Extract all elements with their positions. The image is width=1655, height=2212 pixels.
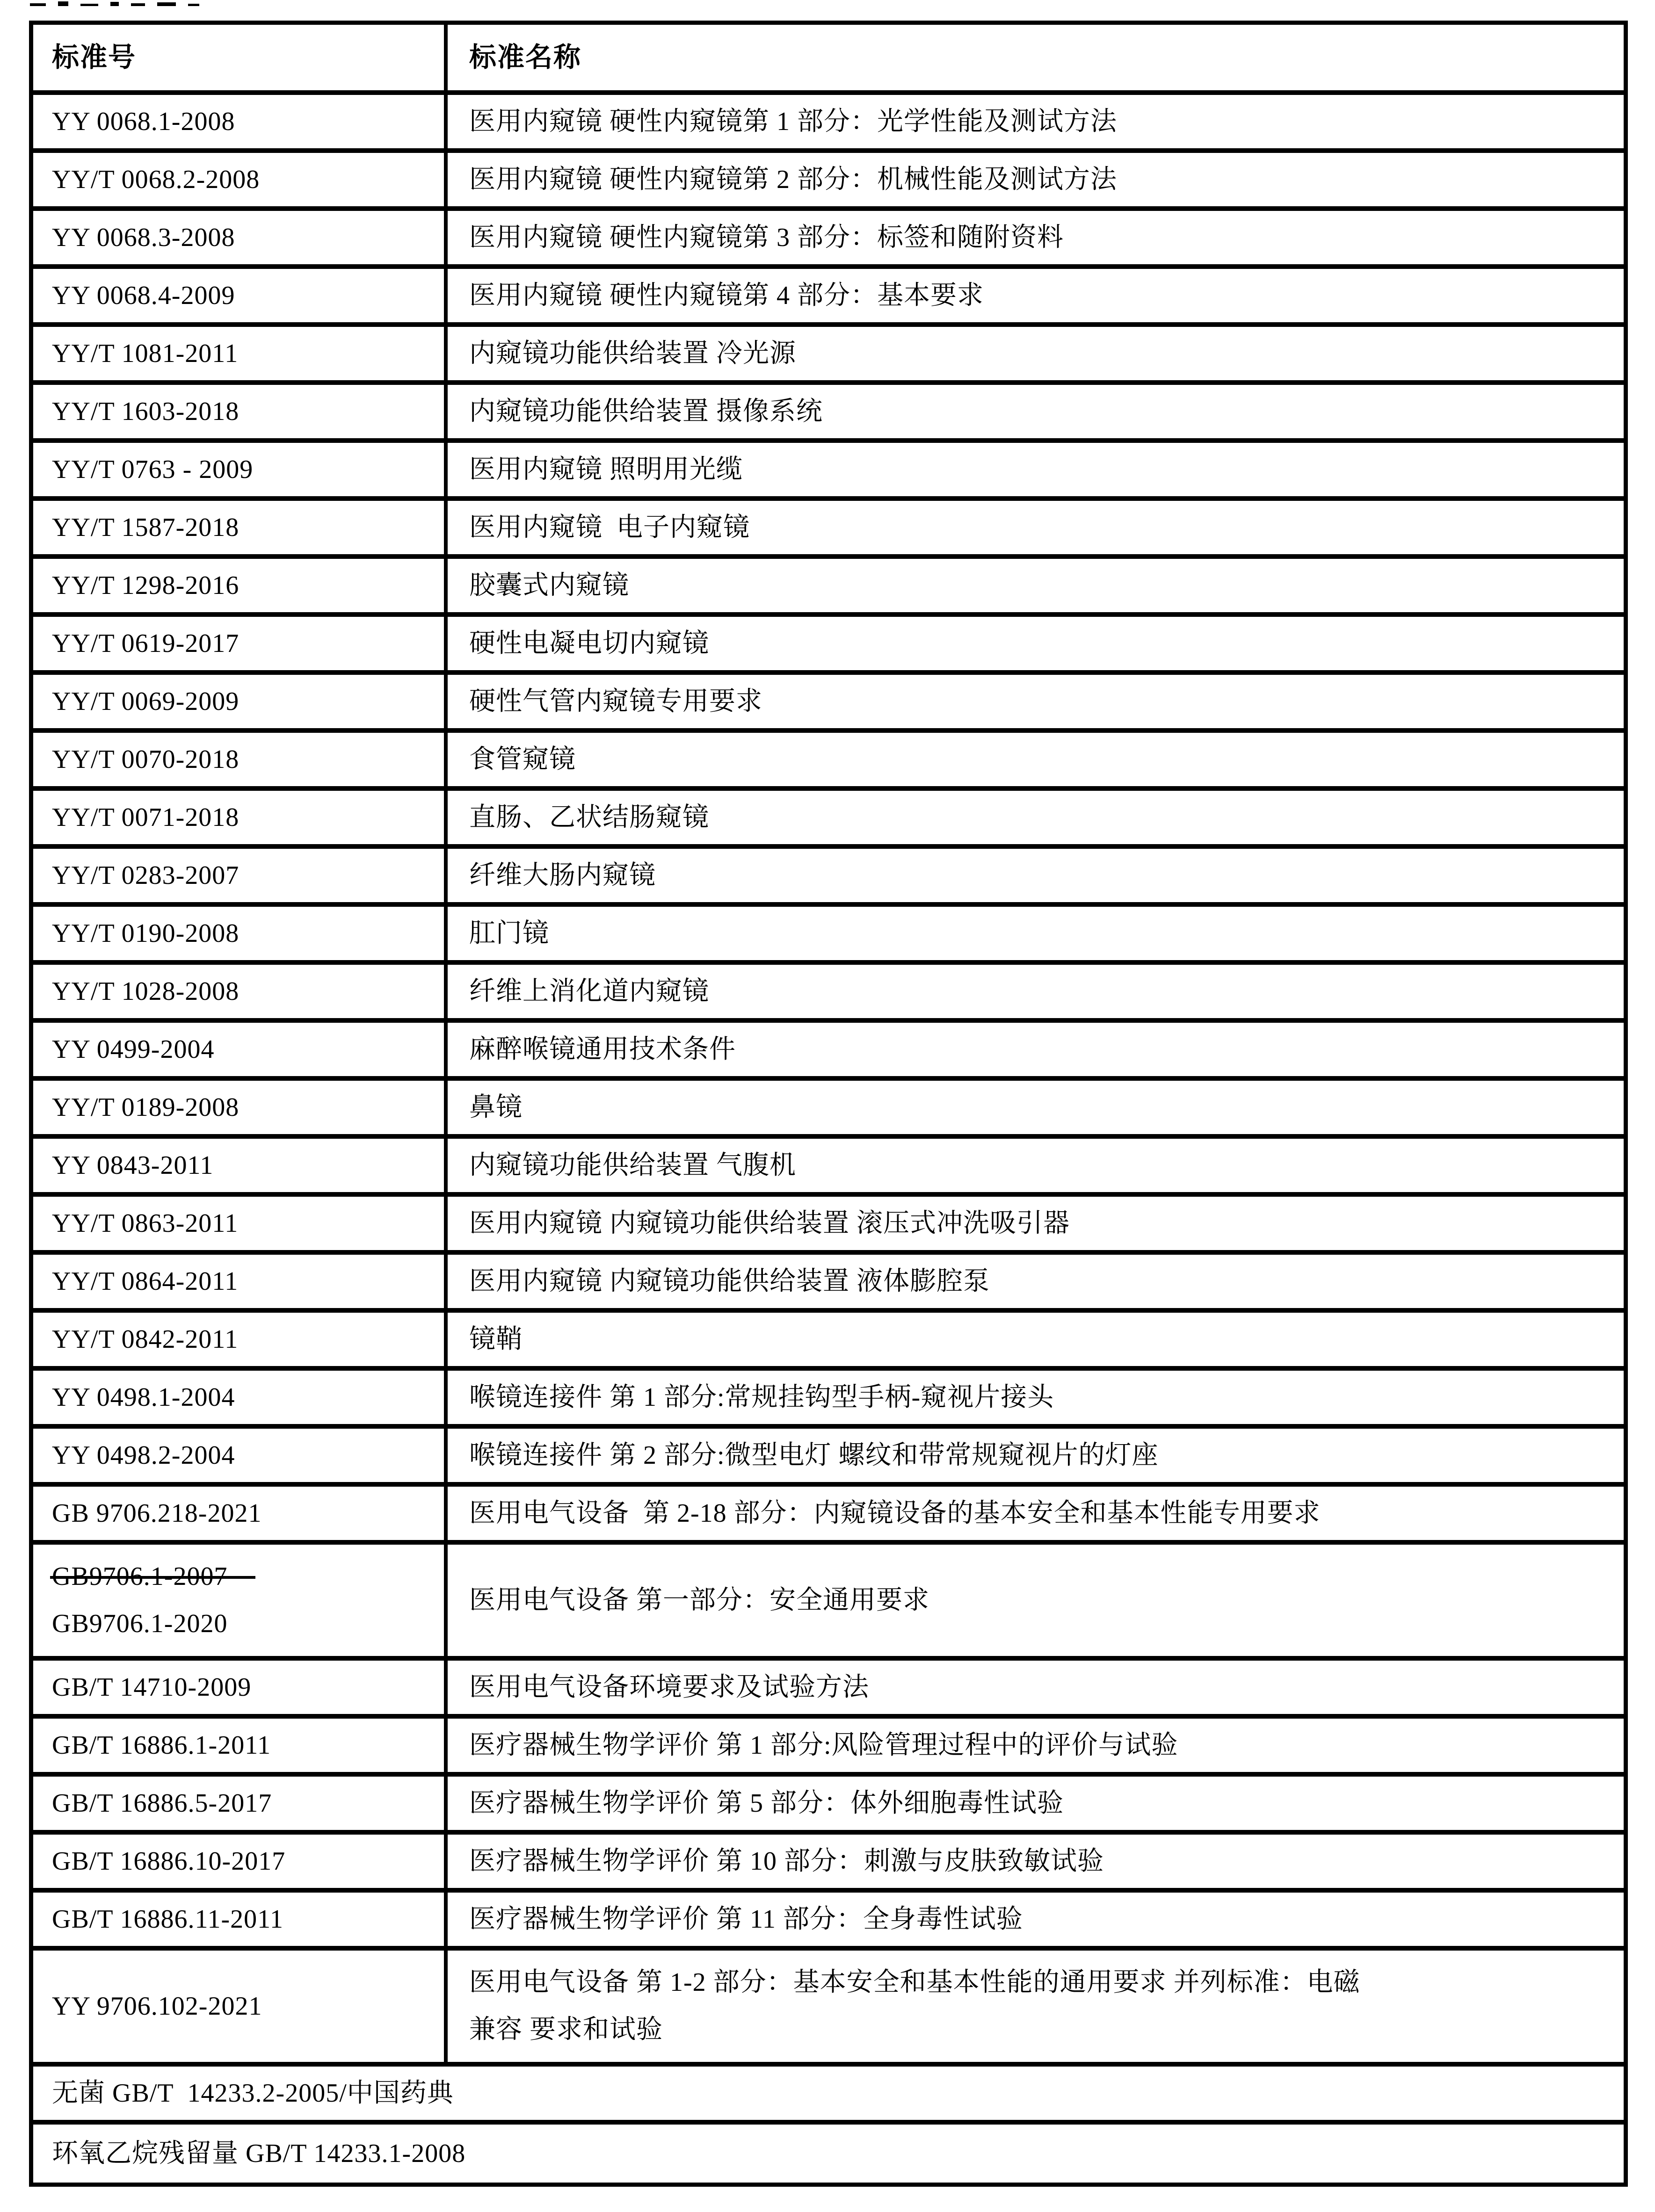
standard-number-cell bbox=[33, 95, 448, 148]
standard-name-text: 喉镜连接件 第 1 部分:常规挂钩型手柄-窥视片接头 bbox=[469, 1382, 1054, 1412]
standard-number-cell bbox=[33, 791, 448, 844]
column-header-label: 标准号 bbox=[52, 42, 137, 72]
standard-name-text: 医用内窥镜 内窥镜功能供给装置 滚压式冲洗吸引器 bbox=[469, 1208, 1070, 1238]
standard-number-text: YY/T 1298-2016 bbox=[52, 571, 240, 600]
table-body bbox=[33, 95, 1624, 2183]
standard-name-text: 硬性电凝电切内窥镜 bbox=[469, 629, 709, 658]
clipped-glyph-mark bbox=[110, 2, 119, 6]
standard-number-cell bbox=[33, 1777, 448, 1830]
standard-number-text: YY/T 1587-2018 bbox=[52, 513, 240, 542]
footer-requirement-cell bbox=[33, 2125, 1624, 2183]
table-row bbox=[33, 1777, 1624, 1835]
table-row bbox=[33, 1487, 1624, 1545]
standard-name-cell bbox=[448, 1951, 1624, 2062]
standard-number-text: YY/T 0619-2017 bbox=[52, 629, 240, 658]
table-row bbox=[33, 733, 1624, 791]
standard-number-text: YY 0498.2-2004 bbox=[52, 1440, 235, 1470]
table-row bbox=[33, 1893, 1624, 1951]
standard-number-text: YY/T 1028-2008 bbox=[52, 976, 240, 1006]
table-row bbox=[33, 501, 1624, 559]
table-row bbox=[33, 965, 1624, 1023]
table-row bbox=[33, 1023, 1624, 1081]
clipped-glyph-mark bbox=[188, 4, 199, 6]
table-row bbox=[33, 1139, 1624, 1197]
standard-name-cell bbox=[448, 791, 1624, 844]
standard-number-text: YY/T 0763 - 2009 bbox=[52, 455, 254, 484]
footer-requirement-text: 无菌 GB/T 14233.2-2005/中国药典 bbox=[52, 2078, 454, 2108]
standard-number-cell bbox=[33, 1661, 448, 1714]
standard-name-text: 医用内窥镜 内窥镜功能供给装置 液体膨腔泵 bbox=[469, 1266, 990, 1296]
standard-name-text: 医用电气设备环境要求及试验方法 bbox=[469, 1672, 869, 1702]
standard-name-text: 医用内窥镜 硬性内窥镜第 2 部分：机械性能及测试方法 bbox=[469, 165, 1117, 194]
standard-name-cell bbox=[448, 269, 1624, 322]
table-row bbox=[33, 849, 1624, 907]
standard-number-text: YY/T 0068.2-2008 bbox=[52, 165, 260, 194]
standard-name-text: 镜鞘 bbox=[469, 1324, 523, 1354]
column-header-standard-name bbox=[448, 25, 1624, 90]
standard-number-cell bbox=[33, 617, 448, 670]
standard-number-cell bbox=[33, 1429, 448, 1482]
standard-number-cell bbox=[33, 1255, 448, 1308]
table-footer-row bbox=[33, 2067, 1624, 2125]
standard-name-cell bbox=[448, 559, 1624, 612]
table-row bbox=[33, 1951, 1624, 2067]
standard-name-cell bbox=[448, 907, 1624, 960]
standard-number-text: YY 0499-2004 bbox=[52, 1034, 215, 1064]
standard-name-text: 医用电气设备 第 1-2 部分：基本安全和基本性能的通用要求 并列标准：电磁 bbox=[469, 1968, 1360, 1997]
standard-number-text: YY/T 0842-2011 bbox=[52, 1324, 239, 1354]
standard-name-text: 医用电气设备 第一部分：安全通用要求 bbox=[469, 1585, 929, 1615]
standard-name-text: 医用内窥镜 硬性内窥镜第 4 部分：基本要求 bbox=[469, 281, 984, 310]
standard-number-cell bbox=[33, 443, 448, 496]
standard-name-cell bbox=[448, 1429, 1624, 1482]
standard-name-cell bbox=[448, 675, 1624, 728]
standard-number-cell bbox=[33, 1545, 448, 1656]
standard-number-cell bbox=[33, 327, 448, 380]
standard-name-cell bbox=[448, 1835, 1624, 1888]
standard-name-cell bbox=[448, 1487, 1624, 1540]
standard-name-cell bbox=[448, 849, 1624, 902]
standard-number-cell bbox=[33, 1893, 448, 1946]
table-row bbox=[33, 1371, 1624, 1429]
standard-name-cell bbox=[448, 617, 1624, 670]
column-header-standard-number bbox=[33, 25, 448, 90]
standard-number-text: YY 0068.4-2009 bbox=[52, 281, 235, 310]
standard-name-cell bbox=[448, 1545, 1624, 1656]
standard-number-text: YY/T 0069-2009 bbox=[52, 687, 240, 716]
table-row bbox=[33, 1313, 1624, 1371]
standard-name-text: 医用电气设备 第 2-18 部分：内窥镜设备的基本安全和基本性能专用要求 bbox=[469, 1498, 1321, 1528]
clipped-glyph-mark bbox=[157, 2, 176, 6]
table-row bbox=[33, 1719, 1624, 1777]
standard-name-cell bbox=[448, 1719, 1624, 1772]
standard-number-cell bbox=[33, 269, 448, 322]
standard-name-cell bbox=[448, 733, 1624, 786]
standard-number-text: GB/T 16886.11-2011 bbox=[52, 1904, 284, 1934]
standard-name-text: 内窥镜功能供给装置 摄像系统 bbox=[469, 397, 823, 426]
standard-number-text: YY/T 0071-2018 bbox=[52, 802, 240, 832]
table-row bbox=[33, 95, 1624, 153]
standard-number-text: YY/T 0189-2008 bbox=[52, 1092, 240, 1122]
standard-name-text: 食管窥镜 bbox=[469, 745, 576, 774]
standard-name-text: 纤维上消化道内窥镜 bbox=[469, 976, 709, 1006]
standard-number-cell bbox=[33, 675, 448, 728]
standard-name-text: 胶囊式内窥镜 bbox=[469, 571, 629, 600]
table-row bbox=[33, 211, 1624, 269]
table-row bbox=[33, 1429, 1624, 1487]
table-row bbox=[33, 907, 1624, 965]
standard-name-text: 医用内窥镜 硬性内窥镜第 1 部分：光学性能及测试方法 bbox=[469, 107, 1117, 136]
standard-number-cell bbox=[33, 385, 448, 438]
standard-name-text: 医用内窥镜 电子内窥镜 bbox=[469, 513, 750, 542]
standard-name-text: 内窥镜功能供给装置 冷光源 bbox=[469, 339, 796, 368]
standard-number-cell bbox=[33, 501, 448, 554]
standard-name-text: 直肠、乙状结肠窥镜 bbox=[469, 802, 709, 832]
standard-number-text: GB/T 16886.5-2017 bbox=[52, 1788, 272, 1818]
standard-name-cell bbox=[448, 327, 1624, 380]
footer-requirement-text: 环氧乙烷残留量 GB/T 14233.1-2008 bbox=[52, 2139, 466, 2168]
standard-number-cell bbox=[33, 1197, 448, 1250]
table-footer-row bbox=[33, 2125, 1624, 2183]
table-row bbox=[33, 327, 1624, 385]
table-row bbox=[33, 153, 1624, 211]
standard-number-text: YY/T 1081-2011 bbox=[52, 339, 239, 368]
standard-number-text: YY/T 0070-2018 bbox=[52, 745, 240, 774]
standard-name-text: 鼻镜 bbox=[469, 1092, 523, 1122]
standard-number-cell bbox=[33, 1139, 448, 1192]
standard-name-text: 医疗器械生物学评价 第 5 部分：体外细胞毒性试验 bbox=[469, 1788, 1064, 1818]
standard-name-cell bbox=[448, 385, 1624, 438]
table-row bbox=[33, 559, 1624, 617]
table-row bbox=[33, 1197, 1624, 1255]
standard-number-text: YY/T 0863-2011 bbox=[52, 1208, 239, 1238]
column-header-label: 标准名称 bbox=[469, 42, 582, 72]
standard-name-cell bbox=[448, 95, 1624, 148]
standard-name-cell bbox=[448, 1023, 1624, 1076]
standard-number-cell bbox=[33, 1081, 448, 1134]
standard-name-cell bbox=[448, 501, 1624, 554]
standard-number-text: YY/T 1603-2018 bbox=[52, 397, 240, 426]
standard-number-text: GB9706.1-2020 bbox=[52, 1609, 228, 1639]
table-row bbox=[33, 1661, 1624, 1719]
standard-name-text: 麻醉喉镜通用技术条件 bbox=[469, 1034, 736, 1064]
standard-number-text: YY/T 0190-2008 bbox=[52, 918, 240, 948]
standard-name-cell bbox=[448, 443, 1624, 496]
clipped-glyph-mark bbox=[58, 1, 68, 6]
standard-number-cell bbox=[33, 559, 448, 612]
standard-name-text: 兼容 要求和试验 bbox=[469, 2015, 663, 2045]
standard-number-cell bbox=[33, 211, 448, 264]
standard-name-text: 喉镜连接件 第 2 部分:微型电灯 螺纹和带常规窥视片的灯座 bbox=[469, 1440, 1159, 1470]
table-row bbox=[33, 675, 1624, 733]
standard-name-cell bbox=[448, 1081, 1624, 1134]
table-row bbox=[33, 1545, 1624, 1661]
standard-name-text: 医疗器械生物学评价 第 1 部分:风险管理过程中的评价与试验 bbox=[469, 1730, 1178, 1760]
standard-name-text: 硬性气管内窥镜专用要求 bbox=[469, 687, 762, 716]
standard-number-cell bbox=[33, 733, 448, 786]
standard-name-text: 医用内窥镜 硬性内窥镜第 3 部分：标签和随附资料 bbox=[469, 223, 1064, 252]
standard-number-text: YY 0498.1-2004 bbox=[52, 1382, 235, 1412]
standard-number-cell bbox=[33, 1371, 448, 1424]
standard-name-cell bbox=[448, 211, 1624, 264]
standard-number-cell bbox=[33, 1313, 448, 1366]
standard-name-cell bbox=[448, 153, 1624, 206]
clipped-glyph-mark bbox=[131, 3, 145, 6]
standard-name-cell bbox=[448, 1255, 1624, 1308]
standard-number-text: YY 9706.102-2021 bbox=[52, 1991, 262, 2021]
standard-name-cell bbox=[448, 1661, 1624, 1714]
table-row bbox=[33, 1255, 1624, 1313]
standard-number-text: GB/T 14710-2009 bbox=[52, 1672, 252, 1702]
table-header-row bbox=[33, 25, 1624, 95]
standard-number-cell bbox=[33, 153, 448, 206]
standard-name-cell bbox=[448, 1777, 1624, 1830]
standard-number-cell bbox=[33, 907, 448, 960]
standard-number-cell bbox=[33, 1951, 448, 2062]
standard-number-text: YY 0068.1-2008 bbox=[52, 107, 235, 136]
standard-number-text: YY 0068.3-2008 bbox=[52, 223, 235, 252]
standard-name-cell bbox=[448, 1197, 1624, 1250]
standard-number-text: YY/T 0864-2011 bbox=[52, 1266, 239, 1296]
standard-number-text: YY 0843-2011 bbox=[52, 1150, 214, 1180]
standard-number-cell bbox=[33, 1023, 448, 1076]
table-row bbox=[33, 443, 1624, 501]
standard-number-cell bbox=[33, 1487, 448, 1540]
standard-name-text: 纤维大肠内窥镜 bbox=[469, 860, 656, 890]
footer-requirement-cell bbox=[33, 2067, 1624, 2120]
standard-number-cell bbox=[33, 1719, 448, 1772]
table-row bbox=[33, 1835, 1624, 1893]
standard-number-cell bbox=[33, 849, 448, 902]
standard-number-superseded: GB9706.1-2007 bbox=[52, 1562, 228, 1591]
standard-number-cell bbox=[33, 965, 448, 1018]
standards-table bbox=[29, 21, 1628, 2187]
table-row bbox=[33, 385, 1624, 443]
table-row bbox=[33, 269, 1624, 327]
standard-number-text: GB/T 16886.1-2011 bbox=[52, 1730, 271, 1760]
standard-number-text: YY/T 0283-2007 bbox=[52, 860, 240, 890]
standard-name-cell bbox=[448, 1893, 1624, 1946]
clipped-text-fragment bbox=[30, 0, 208, 6]
standard-name-text: 医疗器械生物学评价 第 11 部分：全身毒性试验 bbox=[469, 1904, 1023, 1934]
standard-name-text: 内窥镜功能供给装置 气腹机 bbox=[469, 1150, 796, 1180]
standard-name-cell bbox=[448, 965, 1624, 1018]
clipped-glyph-mark bbox=[80, 4, 98, 6]
standard-name-text: 医疗器械生物学评价 第 10 部分：刺激与皮肤致敏试验 bbox=[469, 1846, 1104, 1876]
clipped-glyph-mark bbox=[30, 3, 46, 6]
standard-name-text: 医用内窥镜 照明用光缆 bbox=[469, 455, 743, 484]
table-row bbox=[33, 1081, 1624, 1139]
standard-number-cell bbox=[33, 1835, 448, 1888]
table-row bbox=[33, 791, 1624, 849]
standard-number-text: GB 9706.218-2021 bbox=[52, 1498, 262, 1528]
standard-name-cell bbox=[448, 1313, 1624, 1366]
standard-name-text: 肛门镜 bbox=[469, 918, 549, 948]
standard-number-text: GB/T 16886.10-2017 bbox=[52, 1846, 286, 1876]
standard-name-cell bbox=[448, 1371, 1624, 1424]
standard-name-cell bbox=[448, 1139, 1624, 1192]
table-row bbox=[33, 617, 1624, 675]
